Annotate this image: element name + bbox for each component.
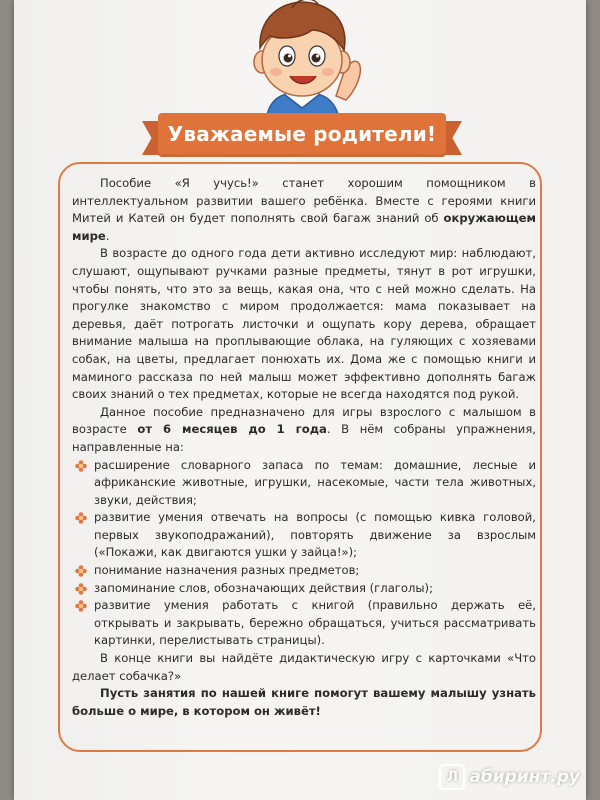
flower-bullet-icon [75,583,87,595]
list-item-text: развитие умения отвечать на вопросы (с помощью кивка головой, первых звукоподражаний), повторять движение за взрослым («Покажи, как двигаются ушки у зайца!»); [94,510,536,560]
closing-bold-text: Пусть занятия по нашей книге помогут вашему малышу узнать больше о мире, в котором он живёт! [72,686,536,718]
list-item-text: понимание назначения разных предметов; [94,563,360,578]
intro-text-end: . [105,228,110,243]
flower-bullet-icon [75,600,87,612]
list-item [72,457,536,510]
age-range-text: от 6 месяцев до 1 года [137,422,327,437]
watermark-text: абиринт.ру [469,767,580,787]
intro-text: Пособие «Я учусь!» станет хорошим помощником в интеллектуальном развитии вашего ребёнка. Вместе с героями книги Митей и Катей он будет пополнять свой багаж знаний об [72,176,536,226]
list-item [72,562,536,580]
flower-bullet-icon [75,512,87,524]
letter-body [72,175,536,720]
exercise-list [72,457,536,651]
flower-bullet-icon [75,565,87,577]
intro-bold-text: окружающем мире [72,211,536,243]
list-item-text: развитие умения работать с книгой (правильно держать её, открывать и закрывать, бережно обращаться, учиться рассматривать картинки, перелистывать страницы). [94,598,536,648]
labirint-watermark [439,764,580,790]
page-title: Уважаемые родители! [167,122,437,146]
explore-paragraph: В возрасте до одного года дети активно исследуют мир: наблюдают, слушают, ощупывают ручками разные предметы, тянут в рот игрушки, чтобы понять, что это за вещь, какая она, что с ней можно сделать. На прогулке знакомство с миром продолжается: мама показывает на деревья, даёт потрогать листочки и ощупать кору дерева, обращает внимание малыша на проплывающие облака, на гуляющих с хозяевами собак, на цветы, предлагает понюхать их. Дома же с помощью книги и маминого рассказа по ней малыш может эффективно дополнять багаж своих знаний о тех предметах, которые не всегда находятся под рукой. [72,246,536,402]
flower-bullet-icon [75,460,87,472]
purpose-paragraph [72,404,536,457]
boy-mascot-icon [232,0,372,122]
list-item [72,580,536,598]
purpose-text: Данное пособие предназначено для игры взрослого с малышом в возрасте [72,404,536,437]
closing-paragraph [72,685,536,720]
list-item-text: расширение словарного запаса по темам: домашние, лесные и африканские животные, игрушки, насекомые, части тела животных, звуки, действия; [94,457,536,507]
list-item [72,597,536,650]
labirint-logo-icon: Л [439,764,465,790]
title-banner [158,113,446,157]
game-paragraph: В конце книги вы найдёте дидактическую игру с карточками «Что делает собачка?» [72,651,536,683]
intro-paragraph [72,175,536,245]
list-item [72,509,536,562]
purpose-text-end: . В нём собраны упражнения, направленные на: [72,422,536,454]
list-item-text: запоминание слов, обозначающих действия (глаголы); [94,580,433,595]
